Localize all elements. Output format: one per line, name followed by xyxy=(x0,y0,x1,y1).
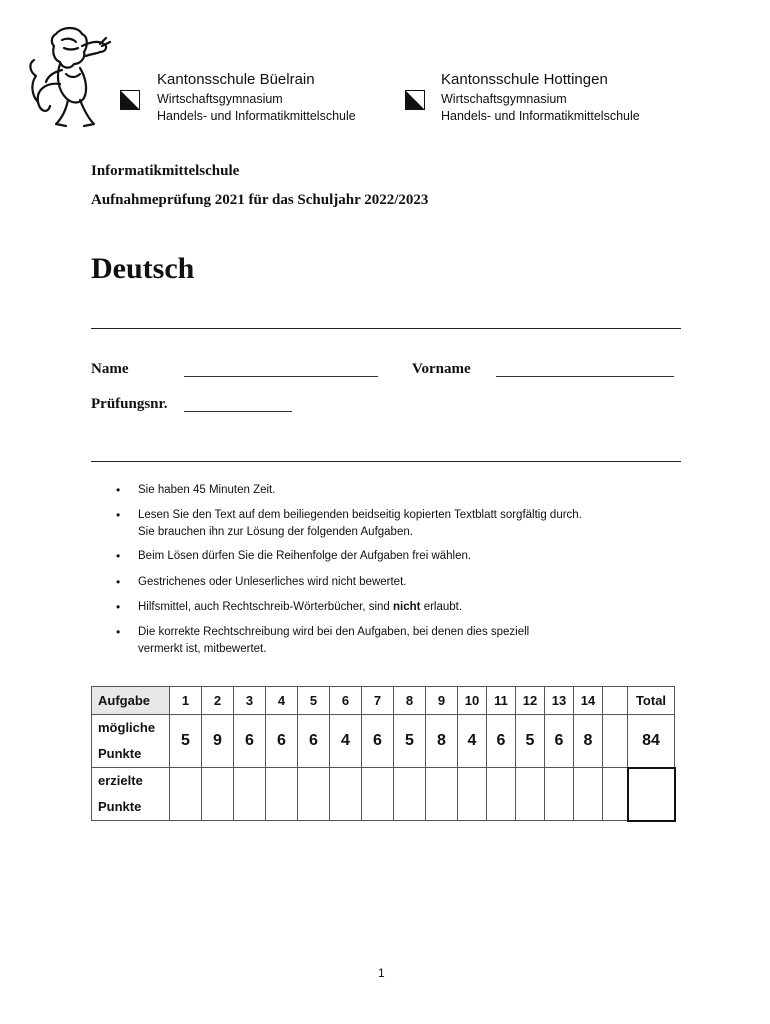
task-header: 1 xyxy=(170,687,202,715)
possible-points-cell: 6 xyxy=(234,715,266,768)
achieved-points-cell[interactable] xyxy=(234,768,266,821)
bullet-icon: • xyxy=(116,508,121,522)
task-header: 2 xyxy=(202,687,234,715)
vorname-field[interactable] xyxy=(496,376,674,377)
achieved-points-cell[interactable] xyxy=(266,768,298,821)
pruefungsnr-label: Prüfungsnr. xyxy=(91,396,168,412)
school-left-line2: Handels- und Informatikmittelschule xyxy=(157,109,356,123)
achieved-points-cell[interactable] xyxy=(426,768,458,821)
possible-points-cell: 6 xyxy=(545,715,574,768)
pruefungsnr-field[interactable] xyxy=(184,411,292,412)
bullet-icon: • xyxy=(116,600,121,614)
school-left-line1: Wirtschaftsgymnasium xyxy=(157,92,283,106)
zurich-flag-icon xyxy=(405,90,425,110)
task-header: 12 xyxy=(516,687,545,715)
task-header: 13 xyxy=(545,687,574,715)
possible-total-cell: 84 xyxy=(628,715,675,768)
possible-points-cell: 8 xyxy=(574,715,603,768)
vorname-label: Vorname xyxy=(412,361,471,377)
achieved-points-cell[interactable] xyxy=(458,768,487,821)
divider xyxy=(91,461,681,462)
aufgabe-header: Aufgabe xyxy=(92,687,170,715)
zurich-flag-icon xyxy=(120,90,140,110)
list-item: • Beim Lösen dürfen Sie die Reihenfolge der Aufgaben frei wählen. xyxy=(116,549,472,563)
divider xyxy=(91,328,681,329)
achieved-points-cell[interactable] xyxy=(170,768,202,821)
list-item: • Hilfsmittel, auch Rechtschreib-Wörterbücher, sind nicht erlaubt. xyxy=(116,600,463,614)
program-heading: Informatikmittelschule xyxy=(91,163,240,179)
exam-subtitle: Aufnahmeprüfung 2021 für das Schuljahr 2022/2023 xyxy=(91,192,429,208)
school-left-name: Kantonsschule Büelrain xyxy=(157,71,315,88)
task-header: 10 xyxy=(458,687,487,715)
table-row xyxy=(92,715,675,768)
name-label: Name xyxy=(91,361,129,377)
possible-points-cell: 6 xyxy=(487,715,516,768)
possible-points-cell: 5 xyxy=(394,715,426,768)
possible-points-cell: 8 xyxy=(426,715,458,768)
school-right-line2: Handels- und Informatikmittelschule xyxy=(441,109,640,123)
possible-points-cell: 6 xyxy=(298,715,330,768)
bullet-icon: • xyxy=(116,483,121,497)
possible-points-cell: 9 xyxy=(202,715,234,768)
score-table xyxy=(91,686,676,822)
page-number: 1 xyxy=(378,966,385,980)
achieved-points-cell[interactable] xyxy=(545,768,574,821)
list-item: • Die korrekte Rechtschreibung wird bei den Aufgaben, bei denen dies speziell vermerkt ist, mitbewertet. xyxy=(116,625,530,655)
name-field[interactable] xyxy=(184,376,378,377)
task-header: 4 xyxy=(266,687,298,715)
zurich-lion-icon xyxy=(26,24,112,132)
achieved-points-cell[interactable] xyxy=(394,768,426,821)
achieved-points-cell[interactable] xyxy=(487,768,516,821)
achieved-points-cell[interactable] xyxy=(362,768,394,821)
spacer-cell xyxy=(603,715,628,768)
bullet-icon: • xyxy=(116,549,121,563)
possible-points-cell: 5 xyxy=(516,715,545,768)
achieved-points-cell[interactable] xyxy=(516,768,545,821)
possible-points-cell: 6 xyxy=(266,715,298,768)
possible-points-cell: 6 xyxy=(362,715,394,768)
possible-points-cell: 4 xyxy=(330,715,362,768)
spacer-cell xyxy=(603,768,628,821)
table-row xyxy=(92,768,675,821)
achieved-points-cell[interactable] xyxy=(574,768,603,821)
task-header: 11 xyxy=(487,687,516,715)
list-item: • Gestrichenes oder Unleserliches wird nicht bewertet. xyxy=(116,575,407,589)
bullet-icon: • xyxy=(116,575,121,589)
subject-title: Deutsch xyxy=(91,252,195,285)
spacer-cell xyxy=(603,687,628,715)
achieved-points-cell[interactable] xyxy=(330,768,362,821)
list-item: • Lesen Sie den Text auf dem beiliegenden beidseitig kopierten Textblatt sorgfältig durch. Sie brauchen ihn zur Lösung der folgenden Aufgaben. xyxy=(116,508,582,538)
possible-points-label: mögliche Punkte xyxy=(92,715,170,768)
bullet-icon: • xyxy=(116,625,121,639)
task-header: 5 xyxy=(298,687,330,715)
achieved-total-box[interactable] xyxy=(628,768,675,821)
achieved-points-cell[interactable] xyxy=(202,768,234,821)
task-header: 3 xyxy=(234,687,266,715)
school-right-name: Kantonsschule Hottingen xyxy=(441,71,608,88)
possible-points-cell: 5 xyxy=(170,715,202,768)
achieved-points-label: erzielte Punkte xyxy=(92,768,170,821)
school-right-line1: Wirtschaftsgymnasium xyxy=(441,92,567,106)
task-header: 8 xyxy=(394,687,426,715)
possible-points-cell: 4 xyxy=(458,715,487,768)
list-item: • Sie haben 45 Minuten Zeit. xyxy=(116,483,276,497)
total-header: Total xyxy=(628,687,675,715)
achieved-points-cell[interactable] xyxy=(298,768,330,821)
task-header: 14 xyxy=(574,687,603,715)
task-header: 6 xyxy=(330,687,362,715)
task-header: 9 xyxy=(426,687,458,715)
task-header: 7 xyxy=(362,687,394,715)
table-row xyxy=(92,687,675,715)
